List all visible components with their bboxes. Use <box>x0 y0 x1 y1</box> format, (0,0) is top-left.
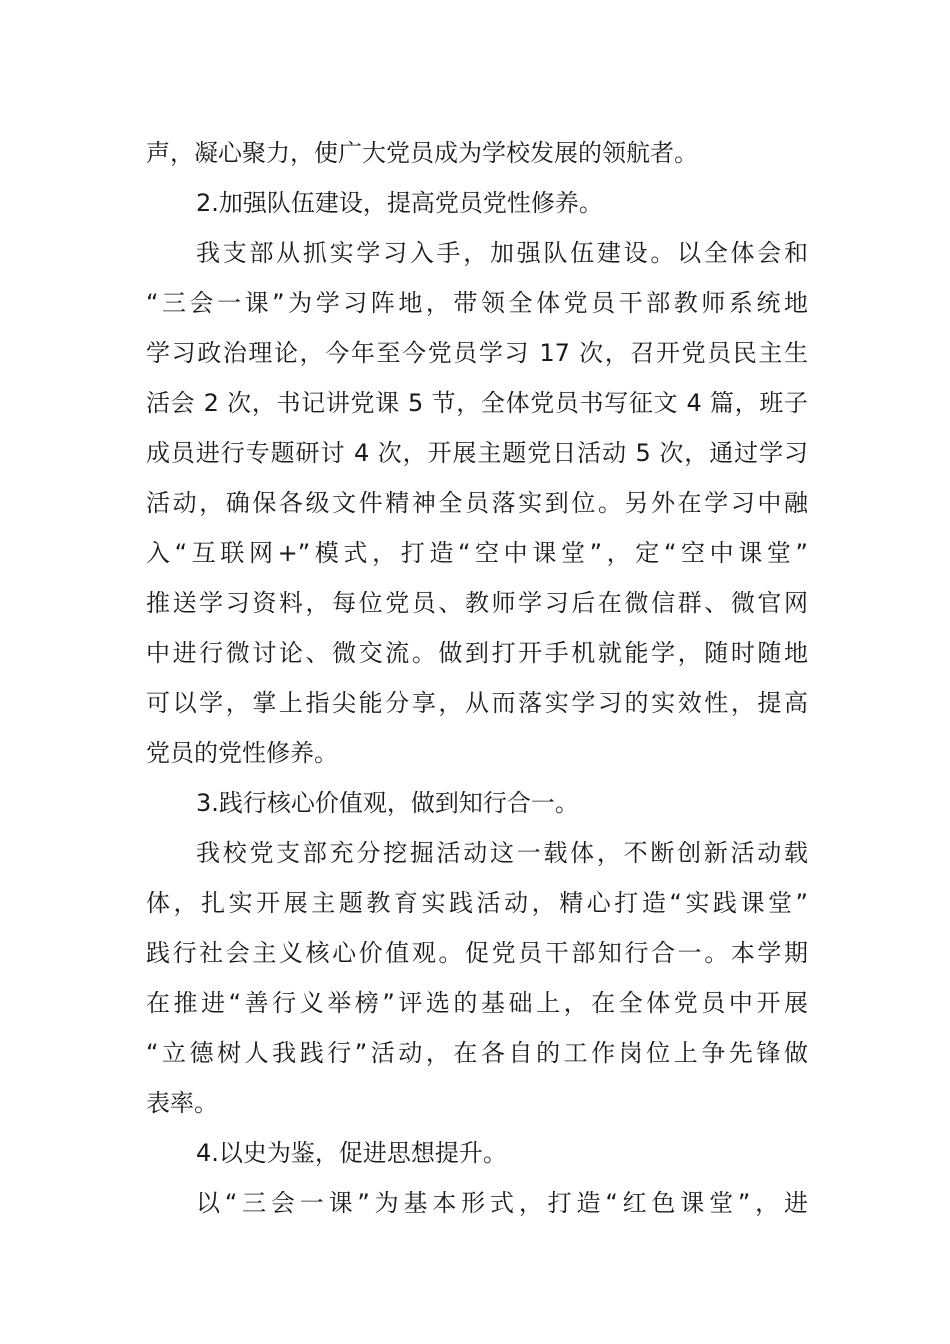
text-line: “立德树人我践行”活动，在各自的工作岗位上争先锋做 <box>146 1039 808 1067</box>
text-line: 党员的党性修养。 <box>146 739 338 767</box>
text-line: “三会一课”为学习阵地，带领全体党员干部教师系统地 <box>146 289 808 317</box>
text-line: 声，凝心聚力，使广大党员成为学校发展的领航者。 <box>146 139 698 167</box>
text-line: 活会 2 次，书记讲党课 5 节，全体党员书写征文 4 篇，班子 <box>146 389 808 417</box>
text-line: 我支部从抓实学习入手，加强队伍建设。以全体会和 <box>196 239 808 267</box>
text-line: 学习政治理论，今年至今党员学习 17 次，召开党员民主生 <box>146 339 808 367</box>
text-line: 表率。 <box>146 1089 218 1117</box>
text-line: 中进行微讨论、微交流。做到打开手机就能学，随时随地 <box>146 639 808 667</box>
text-line: 活动，确保各级文件精神全员落实到位。另外在学习中融 <box>146 489 808 517</box>
section-heading: 4.以史为鉴，促进思想提升。 <box>196 1139 507 1167</box>
text-line: 我校党支部充分挖掘活动这一载体，不断创新活动载 <box>196 839 808 867</box>
text-line: 在推进“善行义举榜”评选的基础上，在全体党员中开展 <box>146 989 808 1017</box>
text-line: 体，扎实开展主题教育实践活动，精心打造“实践课堂” <box>146 889 808 917</box>
text-line: 推送学习资料，每位党员、教师学习后在微信群、微官网 <box>146 589 808 617</box>
document-body <box>146 128 808 1228</box>
text-line: 入“互联网+”模式，打造“空中课堂”，定“空中课堂” <box>146 539 808 567</box>
section-heading: 2.加强队伍建设，提高党员党性修养。 <box>196 189 603 217</box>
text-line: 可以学，掌上指尖能分享，从而落实学习的实效性，提高 <box>146 689 808 717</box>
text-line: 践行社会主义核心价值观。促党员干部知行合一。本学期 <box>146 939 808 967</box>
text-line: 成员进行专题研讨 4 次，开展主题党日活动 5 次，通过学习 <box>146 439 808 467</box>
section-heading: 3.践行核心价值观，做到知行合一。 <box>196 789 579 817</box>
text-line: 以“三会一课”为基本形式，打造“红色课堂”，进 <box>196 1189 808 1217</box>
